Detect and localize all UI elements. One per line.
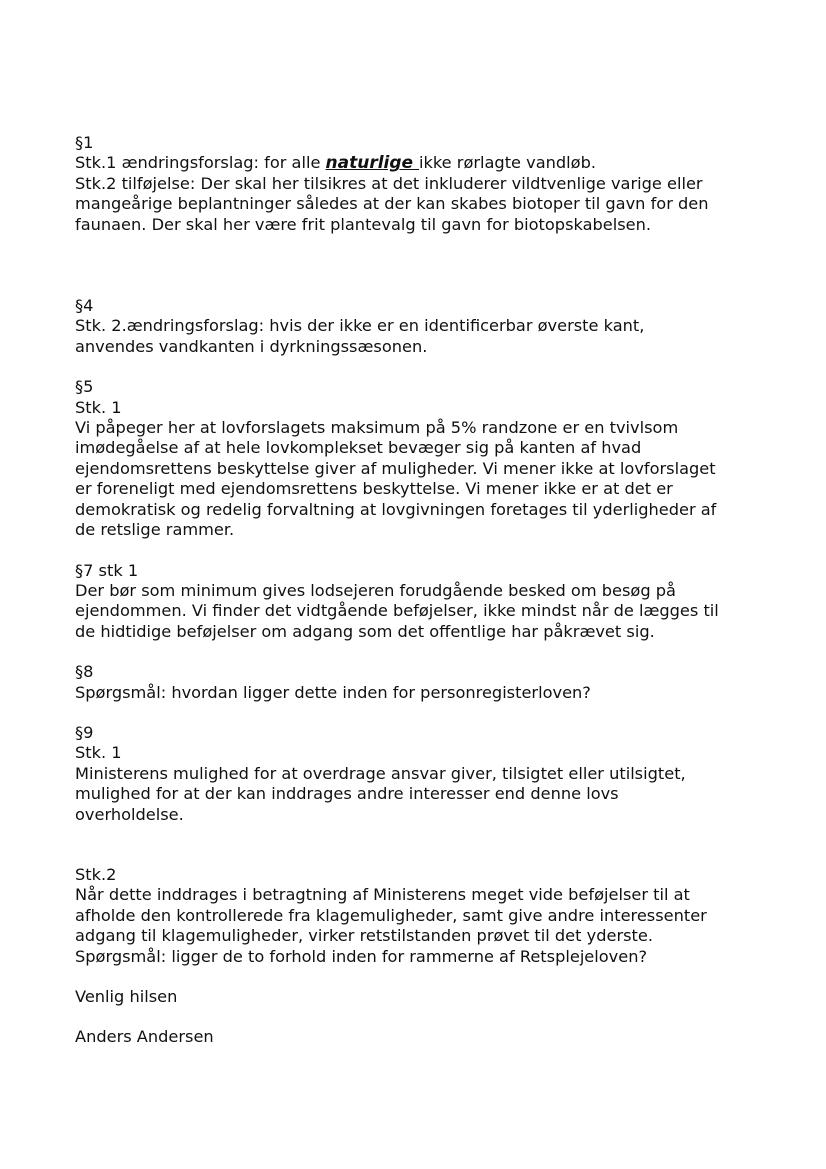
closing: Venlig hilsen	[75, 987, 178, 1006]
section-1-stk1-emphasis: naturlige	[325, 153, 420, 174]
spacer	[75, 967, 775, 987]
section-9-stk2-line: adgang til klagemuligheder, virker retstilstanden prøvet til det yderste.	[75, 926, 653, 946]
section-9-line: mulighed for at der kan inddrages andre interesser end denne lovs	[75, 784, 619, 804]
section-1-stk2-line: mangeårige beplantninger således at der kan skabes biotoper til gavn for den	[75, 194, 709, 214]
spacer	[75, 357, 775, 377]
section-9-line: overholdelse.	[75, 804, 184, 824]
signature: Anders Andersen	[75, 1027, 214, 1047]
section-5-line: demokratisk og redelig forvaltning at lovgivningen foretages til yderligheder af	[75, 499, 717, 519]
section-1-stk1	[75, 153, 775, 173]
spacer	[75, 825, 775, 865]
section-7-line: ejendommen. Vi finder det vidtgående beføjelser, ikke mindst når de lægges til	[75, 601, 719, 621]
letter-body	[75, 133, 775, 1048]
section-4-heading: §4	[75, 296, 94, 316]
spacer	[75, 703, 775, 723]
section-5-line: Vi påpeger her at lovforslagets maksimum på 5% randzone er en tvivlsom	[75, 418, 679, 438]
section-4	[75, 296, 775, 357]
section-8	[75, 662, 775, 703]
section-9-stk2-line: Spørgsmål: ligger de to forhold inden for rammerne af Retsplejeloven?	[75, 946, 648, 966]
section-7-line: de hidtidige beføjelser om adgang som det offentlige har påkrævet sig.	[75, 621, 655, 641]
section-1-stk1-prefix: Stk.1 ændringsforslag: for alle	[75, 153, 326, 173]
section-4-line: anvendes vandkanten i dyrkningssæsonen.	[75, 336, 428, 356]
section-7	[75, 561, 775, 643]
section-1	[75, 133, 775, 235]
section-9-stk2-line: afholde den kontrollerede fra klagemuligheder, samt give andre interessenter	[75, 905, 707, 925]
section-1-stk2-line: Stk.2 tilføjelse: Der skal her tilsikres at det inkluderer vildtvenlige varige eller	[75, 173, 703, 193]
section-9	[75, 723, 775, 967]
section-1-stk2-line: faunaen. Der skal her være frit plantevalg til gavn for biotopskabelsen.	[75, 214, 652, 234]
section-7-line: Der bør som minimum gives lodsejeren forudgående besked om besøg på	[75, 580, 676, 600]
section-5-heading: §5	[75, 377, 94, 397]
section-9-subheading: Stk. 1	[75, 743, 122, 763]
section-7-heading: §7 stk 1	[75, 560, 139, 580]
section-5-subheading: Stk. 1	[75, 397, 122, 417]
section-8-line: Spørgsmål: hvordan ligger dette inden for personregisterloven?	[75, 682, 591, 702]
spacer	[75, 1007, 775, 1027]
section-5-line: imødegåelse af at hele lovkomplekset bevæger sig på kanten af hvad	[75, 438, 642, 458]
section-1-heading: §1	[75, 133, 94, 152]
section-5	[75, 377, 775, 540]
section-5-line: ejendomsrettens beskyttelse giver af muligheder. Vi mener ikke at lovforslaget	[75, 458, 716, 478]
spacer	[75, 541, 775, 561]
section-9-stk2-heading: Stk.2	[75, 864, 117, 884]
section-1-stk1-suffix: ikke rørlagte vandløb.	[419, 153, 597, 173]
section-9-line: Ministerens mulighed for at overdrage ansvar giver, tilsigtet eller utilsigtet,	[75, 763, 686, 783]
section-9-stk2-line: Når dette inddrages i betragtning af Ministerens meget vide beføjelser til at	[75, 885, 690, 905]
spacer	[75, 642, 775, 662]
section-5-line: de retslige rammer.	[75, 520, 235, 540]
section-8-heading: §8	[75, 662, 94, 682]
section-4-line: Stk. 2.ændringsforslag: hvis der ikke er en identificerbar øverste kant,	[75, 316, 645, 336]
section-9-heading: §9	[75, 722, 94, 742]
spacer	[75, 235, 775, 296]
section-5-line: er foreneligt med ejendomsrettens beskyttelse. Vi mener ikke er at det er	[75, 479, 673, 499]
